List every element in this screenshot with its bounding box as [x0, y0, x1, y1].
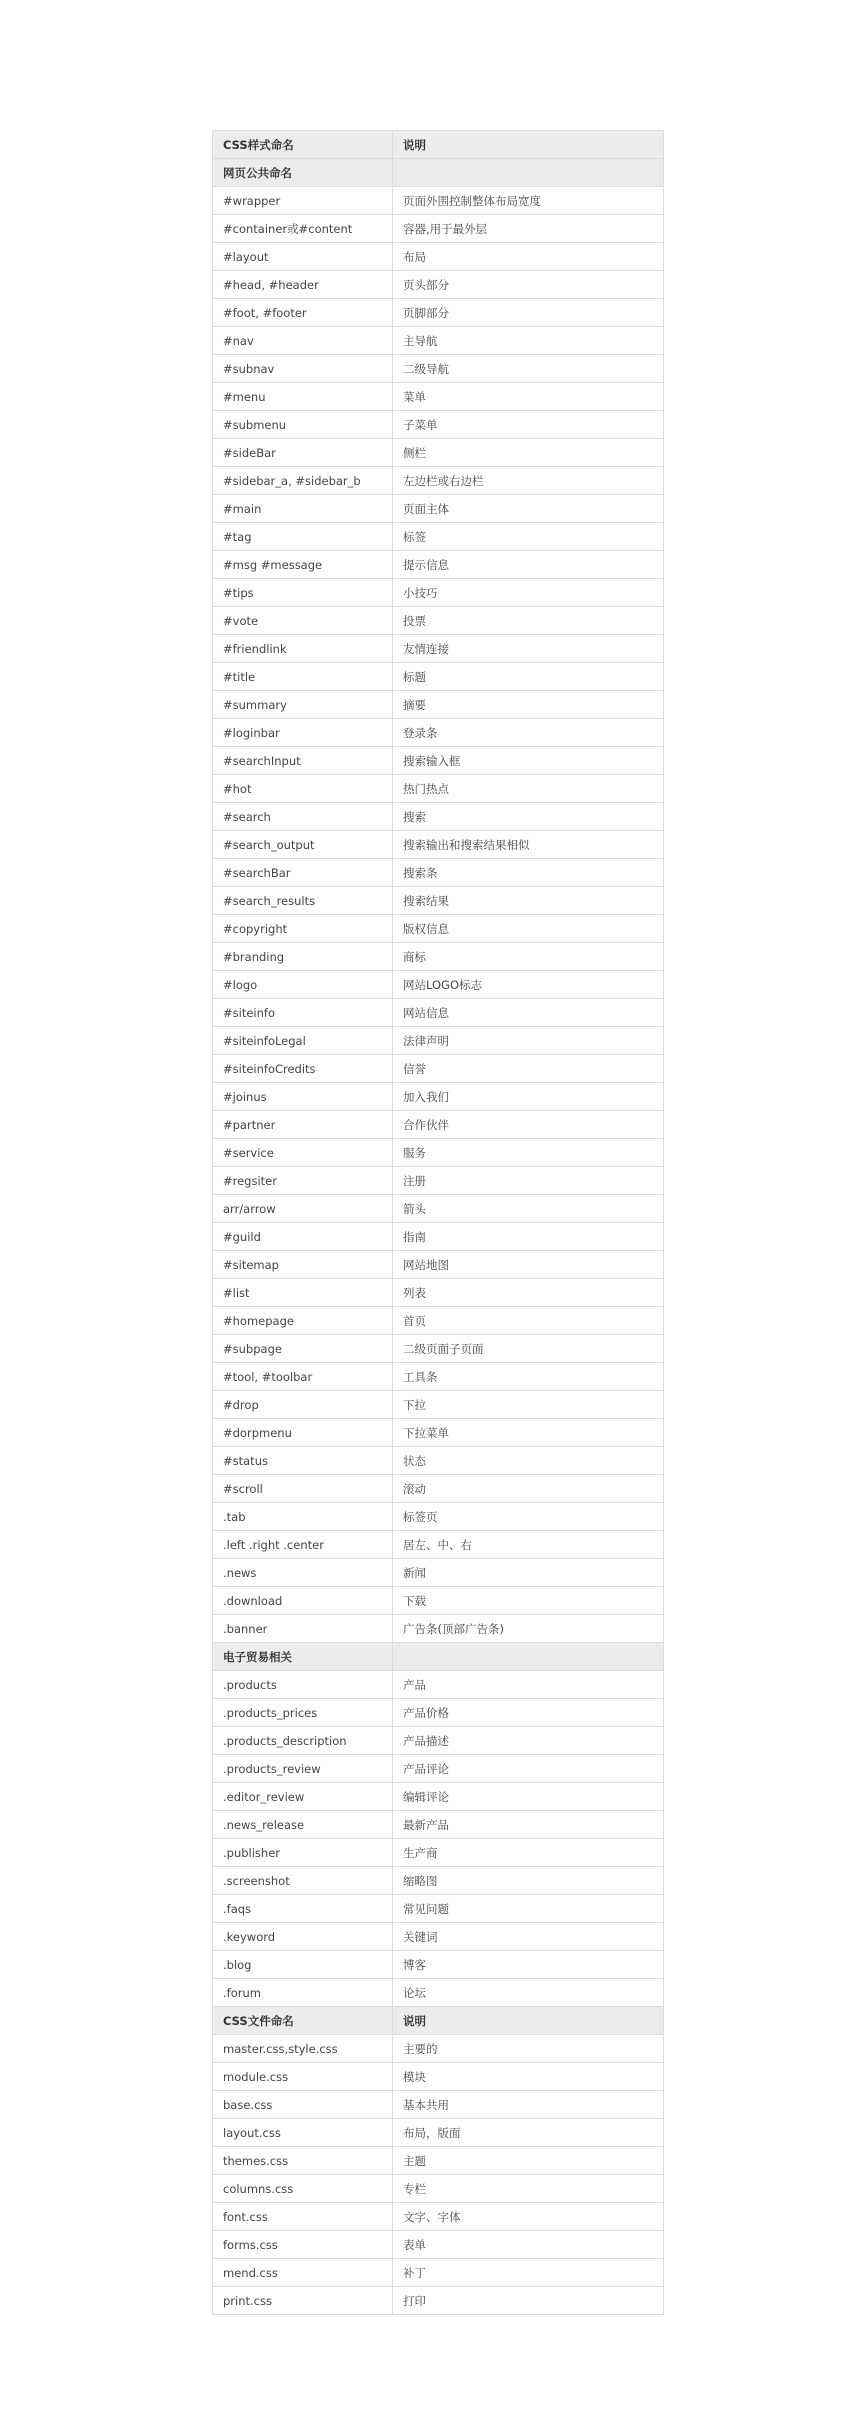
table-row — [213, 299, 664, 327]
description-cell: 最新产品 — [393, 1811, 664, 1839]
description-cell: 二级导航 — [393, 355, 664, 383]
css-name-cell: .products_description — [213, 1727, 393, 1755]
section-title-empty-cell — [393, 1643, 664, 1671]
description-cell: 下拉 — [393, 1391, 664, 1419]
table-row — [213, 1839, 664, 1867]
table-row — [213, 187, 664, 215]
description-cell: 居左、中、右 — [393, 1531, 664, 1559]
table-row — [213, 551, 664, 579]
css-naming-table — [212, 130, 664, 2315]
css-name-cell: #scroll — [213, 1475, 393, 1503]
table-row — [213, 383, 664, 411]
table-row — [213, 2063, 664, 2091]
description-cell: 缩略图 — [393, 1867, 664, 1895]
table-row — [213, 1111, 664, 1139]
css-name-cell: #subpage — [213, 1335, 393, 1363]
css-name-cell: #title — [213, 663, 393, 691]
css-name-cell: #siteinfo — [213, 999, 393, 1027]
table-row — [213, 2231, 664, 2259]
description-cell: 补丁 — [393, 2259, 664, 2287]
description-cell: 编辑评论 — [393, 1783, 664, 1811]
description-cell: 菜单 — [393, 383, 664, 411]
description-cell: 生产商 — [393, 1839, 664, 1867]
css-name-cell: #siteinfoCredits — [213, 1055, 393, 1083]
table-row — [213, 2175, 664, 2203]
css-name-cell: #foot, #footer — [213, 299, 393, 327]
css-name-cell: .news_release — [213, 1811, 393, 1839]
description-cell: 网站LOGO标志 — [393, 971, 664, 999]
css-name-cell: #homepage — [213, 1307, 393, 1335]
section-title: 网页公共命名 — [213, 159, 393, 187]
table-row — [213, 1083, 664, 1111]
description-cell: 信誉 — [393, 1055, 664, 1083]
css-name-cell: #search_output — [213, 831, 393, 859]
description-cell: 子菜单 — [393, 411, 664, 439]
description-cell: 打印 — [393, 2287, 664, 2315]
css-name-cell: #submenu — [213, 411, 393, 439]
description-cell: 搜索输入框 — [393, 747, 664, 775]
file-table-header-row — [213, 2007, 664, 2035]
table-row — [213, 1559, 664, 1587]
table-row — [213, 1727, 664, 1755]
description-cell: 布局，版面 — [393, 2119, 664, 2147]
description-cell: 标签 — [393, 523, 664, 551]
css-name-cell: .editor_review — [213, 1783, 393, 1811]
css-file-name-cell: module.css — [213, 2063, 393, 2091]
table-row — [213, 1363, 664, 1391]
table-row — [213, 943, 664, 971]
css-name-cell: .products — [213, 1671, 393, 1699]
css-name-cell: #tag — [213, 523, 393, 551]
table-row — [213, 355, 664, 383]
table-row — [213, 607, 664, 635]
description-cell: 下载 — [393, 1587, 664, 1615]
table-row — [213, 1251, 664, 1279]
table-row — [213, 1951, 664, 1979]
table-row — [213, 1979, 664, 2007]
css-name-cell: #tips — [213, 579, 393, 607]
css-name-cell: #tool, #toolbar — [213, 1363, 393, 1391]
table-row — [213, 1195, 664, 1223]
css-name-cell: .blog — [213, 1951, 393, 1979]
table-row — [213, 1755, 664, 1783]
description-cell: 合作伙伴 — [393, 1111, 664, 1139]
description-cell: 侧栏 — [393, 439, 664, 467]
table-body — [213, 131, 664, 2315]
header-cell-description: 说明 — [393, 131, 664, 159]
css-name-cell: #summary — [213, 691, 393, 719]
table-header-row — [213, 131, 664, 159]
css-name-cell: .screenshot — [213, 1867, 393, 1895]
css-name-cell: #logo — [213, 971, 393, 999]
table-row — [213, 1419, 664, 1447]
table-row — [213, 971, 664, 999]
table-row — [213, 467, 664, 495]
table-row — [213, 803, 664, 831]
description-cell: 左边栏或右边栏 — [393, 467, 664, 495]
css-name-cell: .news — [213, 1559, 393, 1587]
header-cell-name: CSS样式命名 — [213, 131, 393, 159]
description-cell: 状态 — [393, 1447, 664, 1475]
description-cell: 商标 — [393, 943, 664, 971]
table-row — [213, 999, 664, 1027]
css-name-cell: #status — [213, 1447, 393, 1475]
table-row — [213, 1531, 664, 1559]
table-row — [213, 1503, 664, 1531]
table-row — [213, 1223, 664, 1251]
css-name-cell: #searchInput — [213, 747, 393, 775]
css-name-cell: #menu — [213, 383, 393, 411]
description-cell: 列表 — [393, 1279, 664, 1307]
table-row — [213, 1027, 664, 1055]
description-cell: 箭头 — [393, 1195, 664, 1223]
table-row — [213, 1335, 664, 1363]
description-cell: 主题 — [393, 2147, 664, 2175]
description-cell: 专栏 — [393, 2175, 664, 2203]
description-cell: 常见问题 — [393, 1895, 664, 1923]
table-row — [213, 215, 664, 243]
table-row — [213, 523, 664, 551]
table-row — [213, 243, 664, 271]
css-file-name-cell: layout.css — [213, 2119, 393, 2147]
description-cell: 网站地图 — [393, 1251, 664, 1279]
description-cell: 广告条(顶部广告条) — [393, 1615, 664, 1643]
table-row — [213, 1811, 664, 1839]
description-cell: 容器,用于最外层 — [393, 215, 664, 243]
table-row — [213, 1475, 664, 1503]
css-name-cell: #partner — [213, 1111, 393, 1139]
css-name-cell: #vote — [213, 607, 393, 635]
css-name-cell: #friendlink — [213, 635, 393, 663]
description-cell: 论坛 — [393, 1979, 664, 2007]
css-name-cell: .products_review — [213, 1755, 393, 1783]
css-name-cell: .left .right .center — [213, 1531, 393, 1559]
table-row — [213, 2203, 664, 2231]
description-cell: 工具条 — [393, 1363, 664, 1391]
css-name-cell: #service — [213, 1139, 393, 1167]
table-row — [213, 1895, 664, 1923]
description-cell: 首页 — [393, 1307, 664, 1335]
css-name-cell: #head, #header — [213, 271, 393, 299]
description-cell: 页脚部分 — [393, 299, 664, 327]
css-name-cell: #branding — [213, 943, 393, 971]
description-cell: 产品 — [393, 1671, 664, 1699]
section-title-empty-cell — [393, 159, 664, 187]
description-cell: 博客 — [393, 1951, 664, 1979]
css-file-name-cell: themes.css — [213, 2147, 393, 2175]
css-name-cell: .products_prices — [213, 1699, 393, 1727]
css-name-cell: #dorpmenu — [213, 1419, 393, 1447]
table-row — [213, 579, 664, 607]
css-name-cell: #hot — [213, 775, 393, 803]
css-name-cell: arr/arrow — [213, 1195, 393, 1223]
table-row — [213, 1391, 664, 1419]
description-cell: 布局 — [393, 243, 664, 271]
table-row — [213, 1167, 664, 1195]
css-name-cell: .publisher — [213, 1839, 393, 1867]
description-cell: 小技巧 — [393, 579, 664, 607]
css-name-cell: #drop — [213, 1391, 393, 1419]
css-name-cell: .forum — [213, 1979, 393, 2007]
css-name-cell: .tab — [213, 1503, 393, 1531]
table-row — [213, 775, 664, 803]
table-row — [213, 2091, 664, 2119]
css-file-name-cell: print.css — [213, 2287, 393, 2315]
table-row — [213, 1615, 664, 1643]
description-cell: 页面主体 — [393, 495, 664, 523]
table-row — [213, 2259, 664, 2287]
description-cell: 指南 — [393, 1223, 664, 1251]
description-cell: 滚动 — [393, 1475, 664, 1503]
description-cell: 搜索条 — [393, 859, 664, 887]
css-name-cell: .keyword — [213, 1923, 393, 1951]
table-row — [213, 663, 664, 691]
description-cell: 产品价格 — [393, 1699, 664, 1727]
description-cell: 法律声明 — [393, 1027, 664, 1055]
css-name-cell: .banner — [213, 1615, 393, 1643]
table-row — [213, 831, 664, 859]
css-name-cell: #loginbar — [213, 719, 393, 747]
table-row — [213, 2147, 664, 2175]
description-cell: 二级页面子页面 — [393, 1335, 664, 1363]
description-cell: 产品描述 — [393, 1727, 664, 1755]
css-name-cell: #container或#content — [213, 215, 393, 243]
description-cell: 文字、字体 — [393, 2203, 664, 2231]
css-file-name-cell: mend.css — [213, 2259, 393, 2287]
table-row — [213, 1671, 664, 1699]
description-cell: 标签页 — [393, 1503, 664, 1531]
table-row — [213, 1587, 664, 1615]
css-name-cell: #searchBar — [213, 859, 393, 887]
css-name-cell: #list — [213, 1279, 393, 1307]
table-row — [213, 635, 664, 663]
description-cell: 服务 — [393, 1139, 664, 1167]
table-row — [213, 915, 664, 943]
description-cell: 页头部分 — [393, 271, 664, 299]
description-cell: 基本共用 — [393, 2091, 664, 2119]
css-file-name-cell: columns.css — [213, 2175, 393, 2203]
description-cell: 网站信息 — [393, 999, 664, 1027]
css-name-cell: #nav — [213, 327, 393, 355]
section-header-row — [213, 1643, 664, 1671]
description-cell: 模块 — [393, 2063, 664, 2091]
css-name-cell: .download — [213, 1587, 393, 1615]
description-cell: 页面外围控制整体布局宽度 — [393, 187, 664, 215]
css-file-name-cell: forms.css — [213, 2231, 393, 2259]
table-row — [213, 1055, 664, 1083]
description-cell: 热门热点 — [393, 775, 664, 803]
css-name-cell: #search — [213, 803, 393, 831]
css-name-cell: .faqs — [213, 1895, 393, 1923]
section-header-row — [213, 159, 664, 187]
description-cell: 产品评论 — [393, 1755, 664, 1783]
table-row — [213, 1139, 664, 1167]
table-row — [213, 1279, 664, 1307]
description-cell: 版权信息 — [393, 915, 664, 943]
table-row — [213, 2119, 664, 2147]
css-name-cell: #search_results — [213, 887, 393, 915]
table-row — [213, 1923, 664, 1951]
css-name-cell: #guild — [213, 1223, 393, 1251]
table-row — [213, 271, 664, 299]
description-cell: 友情连接 — [393, 635, 664, 663]
description-cell: 搜索输出和搜索结果相似 — [393, 831, 664, 859]
section-title: 电子贸易相关 — [213, 1643, 393, 1671]
table-row — [213, 2035, 664, 2063]
table-row — [213, 1447, 664, 1475]
description-cell: 主要的 — [393, 2035, 664, 2063]
description-cell: 主导航 — [393, 327, 664, 355]
description-cell: 登录条 — [393, 719, 664, 747]
table-row — [213, 1699, 664, 1727]
css-name-cell: #layout — [213, 243, 393, 271]
table-row — [213, 1783, 664, 1811]
header-cell-file-name: CSS文件命名 — [213, 2007, 393, 2035]
description-cell: 下拉菜单 — [393, 1419, 664, 1447]
table-row — [213, 719, 664, 747]
css-file-name-cell: master.css,style.css — [213, 2035, 393, 2063]
description-cell: 加入我们 — [393, 1083, 664, 1111]
table-row — [213, 1867, 664, 1895]
table-row — [213, 859, 664, 887]
description-cell: 关键词 — [393, 1923, 664, 1951]
description-cell: 表单 — [393, 2231, 664, 2259]
table-row — [213, 2287, 664, 2315]
description-cell: 搜索 — [393, 803, 664, 831]
description-cell: 提示信息 — [393, 551, 664, 579]
table-row — [213, 747, 664, 775]
css-name-cell: #msg #message — [213, 551, 393, 579]
description-cell: 投票 — [393, 607, 664, 635]
description-cell: 标题 — [393, 663, 664, 691]
header-cell-file-description: 说明 — [393, 2007, 664, 2035]
table-row — [213, 327, 664, 355]
css-name-cell: #main — [213, 495, 393, 523]
table-row — [213, 1307, 664, 1335]
description-cell: 新闻 — [393, 1559, 664, 1587]
table-row — [213, 691, 664, 719]
table-row — [213, 439, 664, 467]
css-name-cell: #sidebar_a, #sidebar_b — [213, 467, 393, 495]
css-name-cell: #copyright — [213, 915, 393, 943]
css-name-cell: #siteinfoLegal — [213, 1027, 393, 1055]
description-cell: 注册 — [393, 1167, 664, 1195]
table-row — [213, 887, 664, 915]
css-file-name-cell: font.css — [213, 2203, 393, 2231]
css-name-cell: #joinus — [213, 1083, 393, 1111]
css-name-cell: #regsiter — [213, 1167, 393, 1195]
css-file-name-cell: base.css — [213, 2091, 393, 2119]
description-cell: 搜索结果 — [393, 887, 664, 915]
css-name-cell: #sitemap — [213, 1251, 393, 1279]
table-row — [213, 411, 664, 439]
css-name-cell: #subnav — [213, 355, 393, 383]
css-name-cell: #sideBar — [213, 439, 393, 467]
css-name-cell: #wrapper — [213, 187, 393, 215]
table-row — [213, 495, 664, 523]
description-cell: 摘要 — [393, 691, 664, 719]
